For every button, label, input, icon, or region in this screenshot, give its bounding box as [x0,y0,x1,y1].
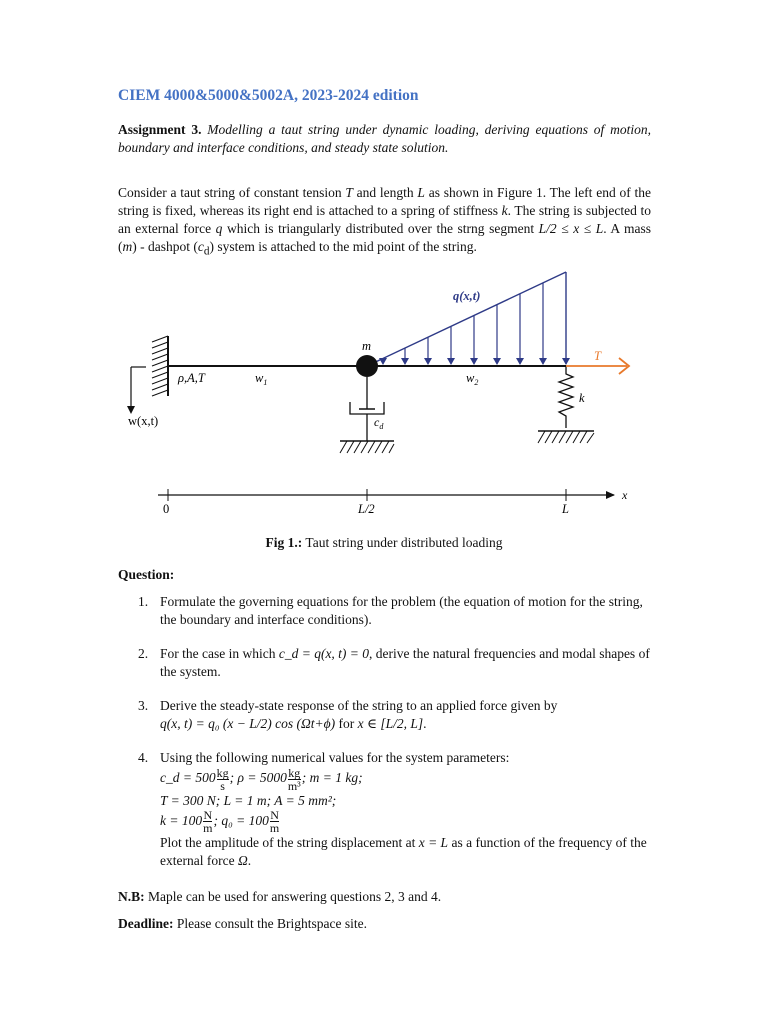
displacement-label: w(x,t) [128,414,159,428]
question-list [118,593,651,886]
dashpot-icon [340,377,394,453]
displacement-arrow [127,367,146,414]
intro-text: and length [352,185,418,200]
question-number: 1. [138,594,149,609]
unit-denominator: s [217,779,229,792]
intro-text: which is triangularly distributed over the strng segment [222,221,539,236]
course-title: CIEM 4000&5000&5002A, 2023-2024 edition [118,87,419,104]
question-number: 3. [138,698,149,713]
unit-numerator: kg [216,765,229,780]
intro-text: Consider a taut string of constant tension [118,185,346,200]
unit-denominator: m [203,821,213,835]
deadline-text: Please consult the Brightspace site. [173,916,367,931]
var-length: L [417,185,425,200]
question-text: . [423,715,427,731]
properties-label: ρ,A,T [178,371,205,385]
param-density: ; ρ = 5000 [229,770,287,786]
unit-fraction [217,767,229,792]
var-stiffness: k [501,203,508,218]
question-text: for [335,715,358,731]
question-number: 4. [138,750,149,765]
figure-caption [0,535,768,551]
param-mass: ; m = 1 kg; [301,770,363,786]
var-mass: m [122,239,133,254]
intro-text: ) - dashpot ( [132,239,198,254]
question-heading: Question: [118,567,175,582]
caption-label: Fig 1.: [265,535,303,550]
unit-numerator: N [270,808,279,822]
question-text: Formulate the governing equations for the problem (the equation of motion for the string, the boundary and interface conditions). [160,594,643,627]
deadline-note [118,916,367,932]
question-text: Using the following numerical values for the system parameters: [160,750,510,765]
mass-label: m [362,339,372,353]
question-text: Derive the steady-state response of the string to an applied force given by [160,698,558,713]
var-damping-subscript: d [203,245,210,258]
maple-note [118,889,441,905]
param-load: ; q₀ = 100 [213,812,269,828]
intro-text: . A mass ( [118,221,651,254]
w1-label: $w_1$ [255,371,268,387]
axis-label: x [622,488,628,502]
unit-fraction [270,809,279,834]
question-text: , derive the natural frequencies and modal shapes of the system. [160,646,650,679]
intro-text: . The string is subjected to an external force [118,203,651,236]
spring-icon [538,366,594,443]
w2-label: $w_2$ [466,371,479,387]
question-equation: x = L [418,835,449,850]
question-item-3 [118,697,651,732]
question-text: as a function of the frequency of the external force [160,835,647,868]
note-label: N.B: [118,889,145,904]
parameter-line-1 [160,765,363,793]
intro-text: as shown in Figure 1. The left end of the string is fixed, whereas its right end is attached to a spring of stiffness [118,185,651,218]
param-stiffness: k = 100 [160,812,203,828]
question-item-4 [118,749,651,869]
parameter-line-2: T = 300 N; L = 1 m; A = 5 mm²; [160,792,337,808]
x-axis [158,489,614,501]
tick-label-0: 0 [163,502,170,516]
assignment-label: Assignment 3. [118,122,202,137]
question-equation: c_d = q(x, t) = 0 [278,646,370,661]
unit-denominator: m [269,821,280,835]
tension-label: T [594,349,601,363]
distributed-load [367,272,566,366]
var-force: q [215,221,223,236]
caption-text: Taut string under distributed loading [302,535,503,550]
problem-description [118,184,651,261]
question-range: x ∈ [L/2, L] [357,715,424,731]
note-text: Maple can be used for answering questions 2, 3 and 4. [144,889,442,904]
spring-label: k [579,391,585,405]
fixed-wall [152,336,168,396]
parameter-line-3 [160,808,280,835]
assignment-statement [118,121,651,157]
question-equation: q(x, t) = q₀ (x − L/2) cos (Ωt+ϕ) [160,715,336,731]
var-frequency: Ω [237,852,248,868]
segment-range: L/2 ≤ x ≤ L [538,221,604,236]
intro-text: ) system is attached to the mid point of the string. [209,239,477,254]
unit-numerator: N [203,808,213,822]
deadline-label: Deadline: [118,916,174,931]
unit-fraction [288,767,301,792]
tick-label-end: L [562,502,569,516]
load-label: q(x,t) [453,289,481,303]
question-text: Plot the amplitude of the string displacement at [160,835,419,850]
question-text: For the case in which [160,646,279,661]
question-item-2 [118,645,651,680]
tick-label-mid: L/2 [358,502,375,516]
question-text: . [247,852,252,868]
unit-denominator: m³ [287,778,301,793]
unit-numerator: kg [288,765,301,780]
dashpot-label: $c_d$ [374,415,384,431]
param-damping: c_d = 500 [160,770,216,786]
unit-fraction [203,809,212,834]
question-item-1 [118,593,651,628]
question-number: 2. [138,646,149,661]
var-tension: T [345,185,353,200]
mass-icon [356,355,378,377]
var-damping: c [197,239,204,254]
string-diagram [118,268,650,524]
assignment-description: Modelling a taut string under dynamic loading, deriving equations of motion, boundary and interface conditions, and steady state solution. [118,122,652,155]
